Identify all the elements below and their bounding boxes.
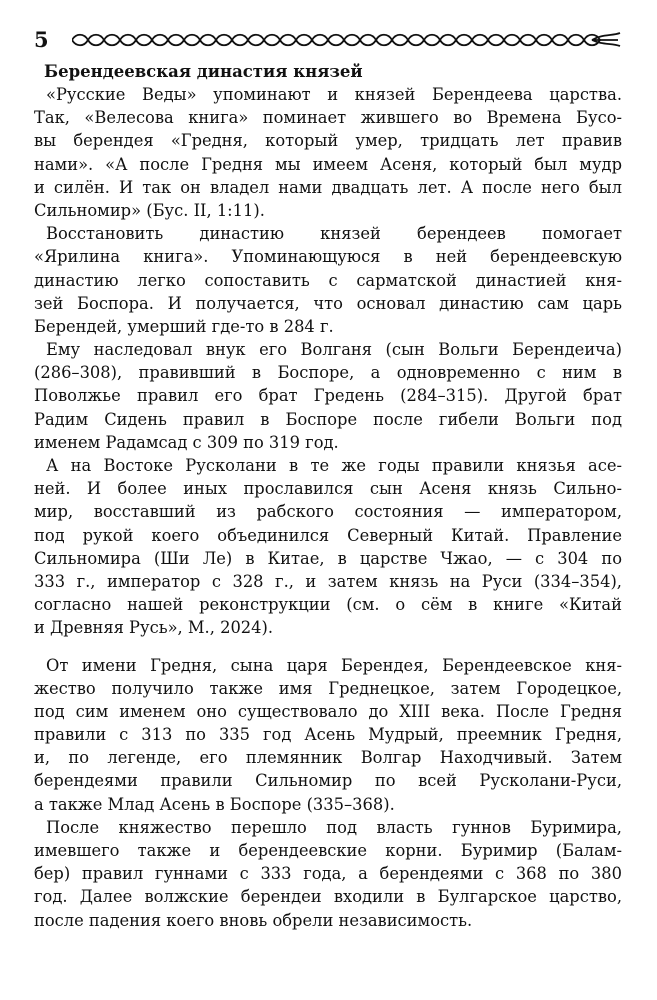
text-line: зей Боспора. И получается, что основал династию сам царь [34, 293, 622, 313]
text-line: Ему наследовал внук его Волганя (сын Вольги Берендеича) [46, 340, 622, 360]
paragraph [34, 338, 622, 454]
text-line: вы берендея «Гредня, который умер, тридцать лет правив [34, 131, 622, 151]
text-line: Поволжье правил его брат Гредень (284–315). Другой брат [34, 386, 622, 406]
text-line: Радим Сидень правил в Боспоре после гибели Вольги под [34, 409, 622, 429]
text-line: Берендей, умерший где-то в 284 г. [34, 316, 334, 336]
text-line: бер) правил гуннами с 333 года, а берендеями с 368 по 380 [34, 864, 622, 884]
text-line: 333 г., император с 328 г., и затем князь на Руси (334–354), [34, 571, 622, 591]
text-line: нами». «А после Гредня мы имеем Асеня, который был мудр [34, 154, 622, 174]
book-page [34, 24, 622, 932]
paragraph [34, 654, 622, 816]
text-line: правили с 313 по 335 год Асень Мудрый, преемник Гредня, [34, 725, 622, 745]
text-line: год. Далее волжские берендеи входили в Булгарское царство, [34, 887, 622, 907]
body-text [34, 83, 622, 932]
text-line: а также Млад Асень в Боспоре (335–368). [34, 794, 395, 814]
text-line: А на Востоке Русколани в те же годы правили князья асе- [46, 456, 622, 475]
text-line: и Древняя Русь», М., 2024). [34, 618, 274, 638]
text-line: согласно нашей реконструкции (см. о сём в книге «Китай [34, 595, 622, 615]
ornament-rope-icon [72, 30, 622, 50]
text-line: ней. И более иных прославился сын Асеня князь Сильно- [34, 479, 622, 499]
text-line: именем Радамсад с 309 по 319 год. [34, 432, 339, 452]
ornament-rope [72, 35, 600, 46]
text-line: (286–308), правивший в Боспоре, а одновременно с ним в [34, 363, 622, 383]
text-line: Восстановить династию князей берендеев помогает [46, 224, 622, 244]
section-title: Берендеевская династия князей [44, 62, 363, 81]
text-line: «Ярилина книга». Упоминающуюся в ней берендеевскую [34, 247, 622, 267]
text-line: и силён. И так он владел нами двадцать лет. А после него был [34, 177, 622, 197]
text-line: имевшего также и берендеевские корни. Буримир (Балам- [34, 841, 622, 860]
paragraph [34, 816, 622, 932]
text-line: Сильномир» (Бус. II, 1:11). [34, 200, 265, 220]
text-line: После княжество перешло под власть гуннов Буримира, [46, 817, 622, 837]
text-line: под сим именем оно существовало до XIII века. После Гредня [34, 701, 622, 721]
paragraph [34, 83, 622, 222]
text-line: От имени Гредня, сына царя Берендея, Берендеевское кня- [46, 655, 622, 675]
header-ornament [72, 30, 622, 50]
page-header [34, 24, 622, 56]
text-line: мир, восставший из рабского состояния — императором, [34, 502, 622, 522]
text-line: и, по легенде, его племянник Волгар Находчивый. Затем [34, 748, 622, 768]
paragraph [34, 454, 622, 640]
page-number: 5 [34, 27, 49, 52]
text-line: под рукой коего объединился Северный Китай. Правление [34, 525, 622, 545]
text-line: Сильномира (Ши Ле) в Китае, в царстве Чжао, — с 304 по [34, 548, 622, 568]
text-line: жество получило также имя Греднецкое, затем Городецкое, [34, 678, 622, 698]
text-line: после падения коего вновь обрели независимость. [34, 910, 473, 930]
text-line: «Русские Веды» упоминают и князей Берендеева царства. [46, 85, 622, 104]
text-line: берендеями правили Сильномир по всей Русколани-Руси, [34, 771, 622, 791]
text-line: Так, «Велесова книга» поминает жившего во Времена Бусо- [34, 108, 622, 128]
paragraph [34, 222, 622, 338]
text-line: династию легко сопоставить с сарматской династией кня- [34, 270, 622, 290]
